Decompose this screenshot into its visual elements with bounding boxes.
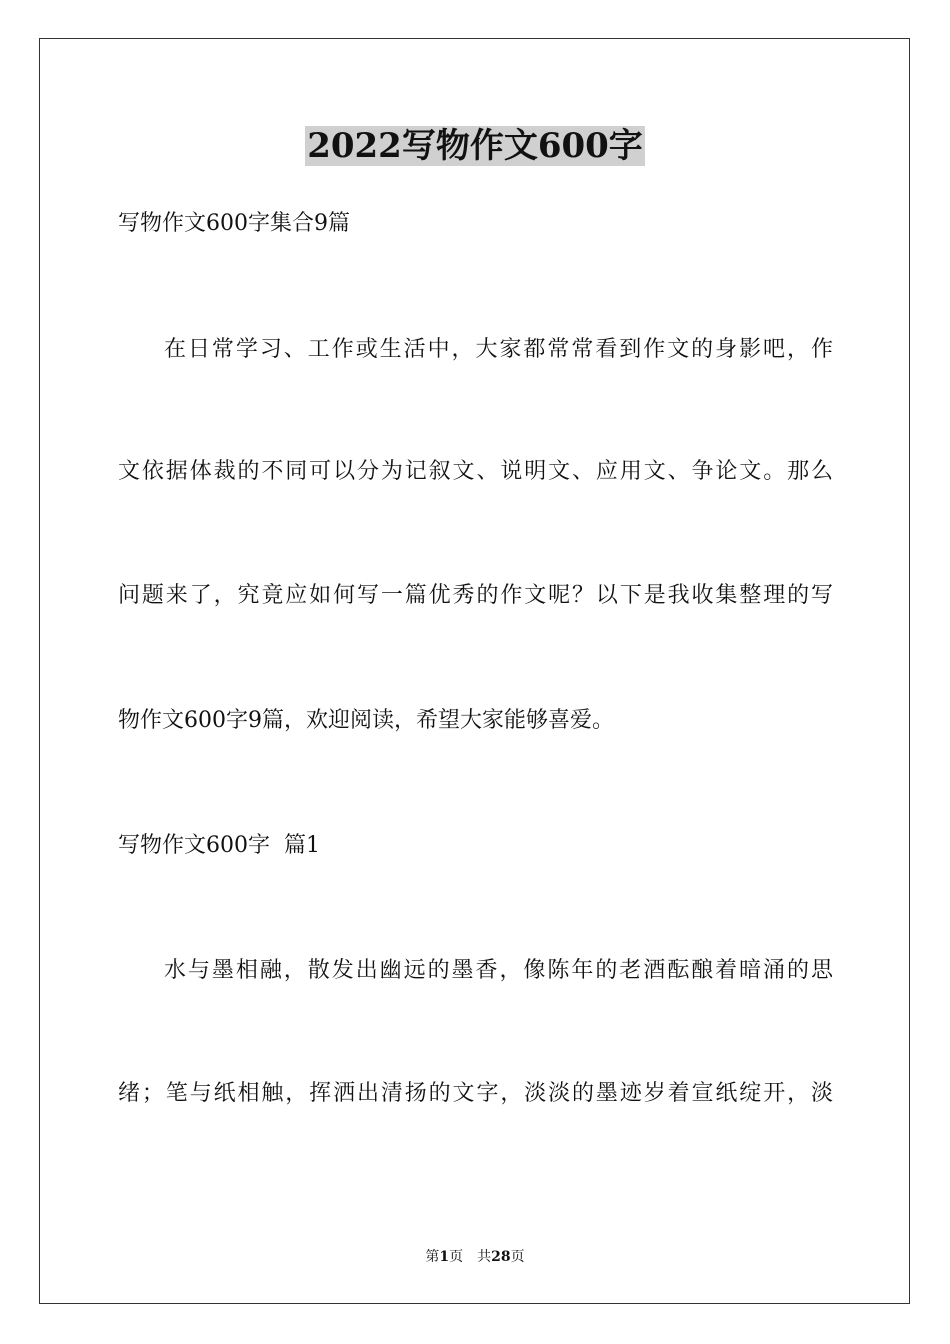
intro-line-4: 物作文600字9篇，欢迎阅读，希望大家能够喜爱。 (118, 708, 614, 733)
footer-total-prefix: 共 (477, 1249, 492, 1265)
footer-page-number: 1 (439, 1249, 450, 1265)
intro-line-3: 问题来了，究竟应如何写一篇优秀的作文呢？以下是我收集整理的写 (118, 583, 833, 608)
footer-total-pages: 28 (491, 1249, 511, 1265)
footer-page-prefix: 第 (425, 1249, 440, 1265)
intro-line-1: 在日常学习、工作或生活中，大家都常常看到作文的身影吧，作 (164, 337, 833, 362)
document-title (0, 122, 950, 170)
section-line-2: 绪；笔与纸相触，挥洒出清扬的文字，淡淡的墨迹岁着宣纸绽开，淡 (118, 1081, 833, 1106)
footer-total-suffix: 页 (510, 1249, 525, 1265)
document-subtitle: 写物作文600字集合9篇 (118, 211, 350, 236)
intro-line-2: 文依据体裁的不同可以分为记叙文、说明文、应用文、争论文。那么 (118, 459, 833, 484)
footer-page-suffix: 页 (449, 1249, 464, 1265)
section-line-1: 水与墨相融，散发出幽远的墨香，像陈年的老酒酝酿着暗涌的思 (164, 958, 833, 983)
section-heading: 写物作文600字 篇1 (118, 833, 320, 858)
document-title-text: 2022写物作文600字 (307, 126, 643, 166)
page-footer (0, 1247, 950, 1267)
